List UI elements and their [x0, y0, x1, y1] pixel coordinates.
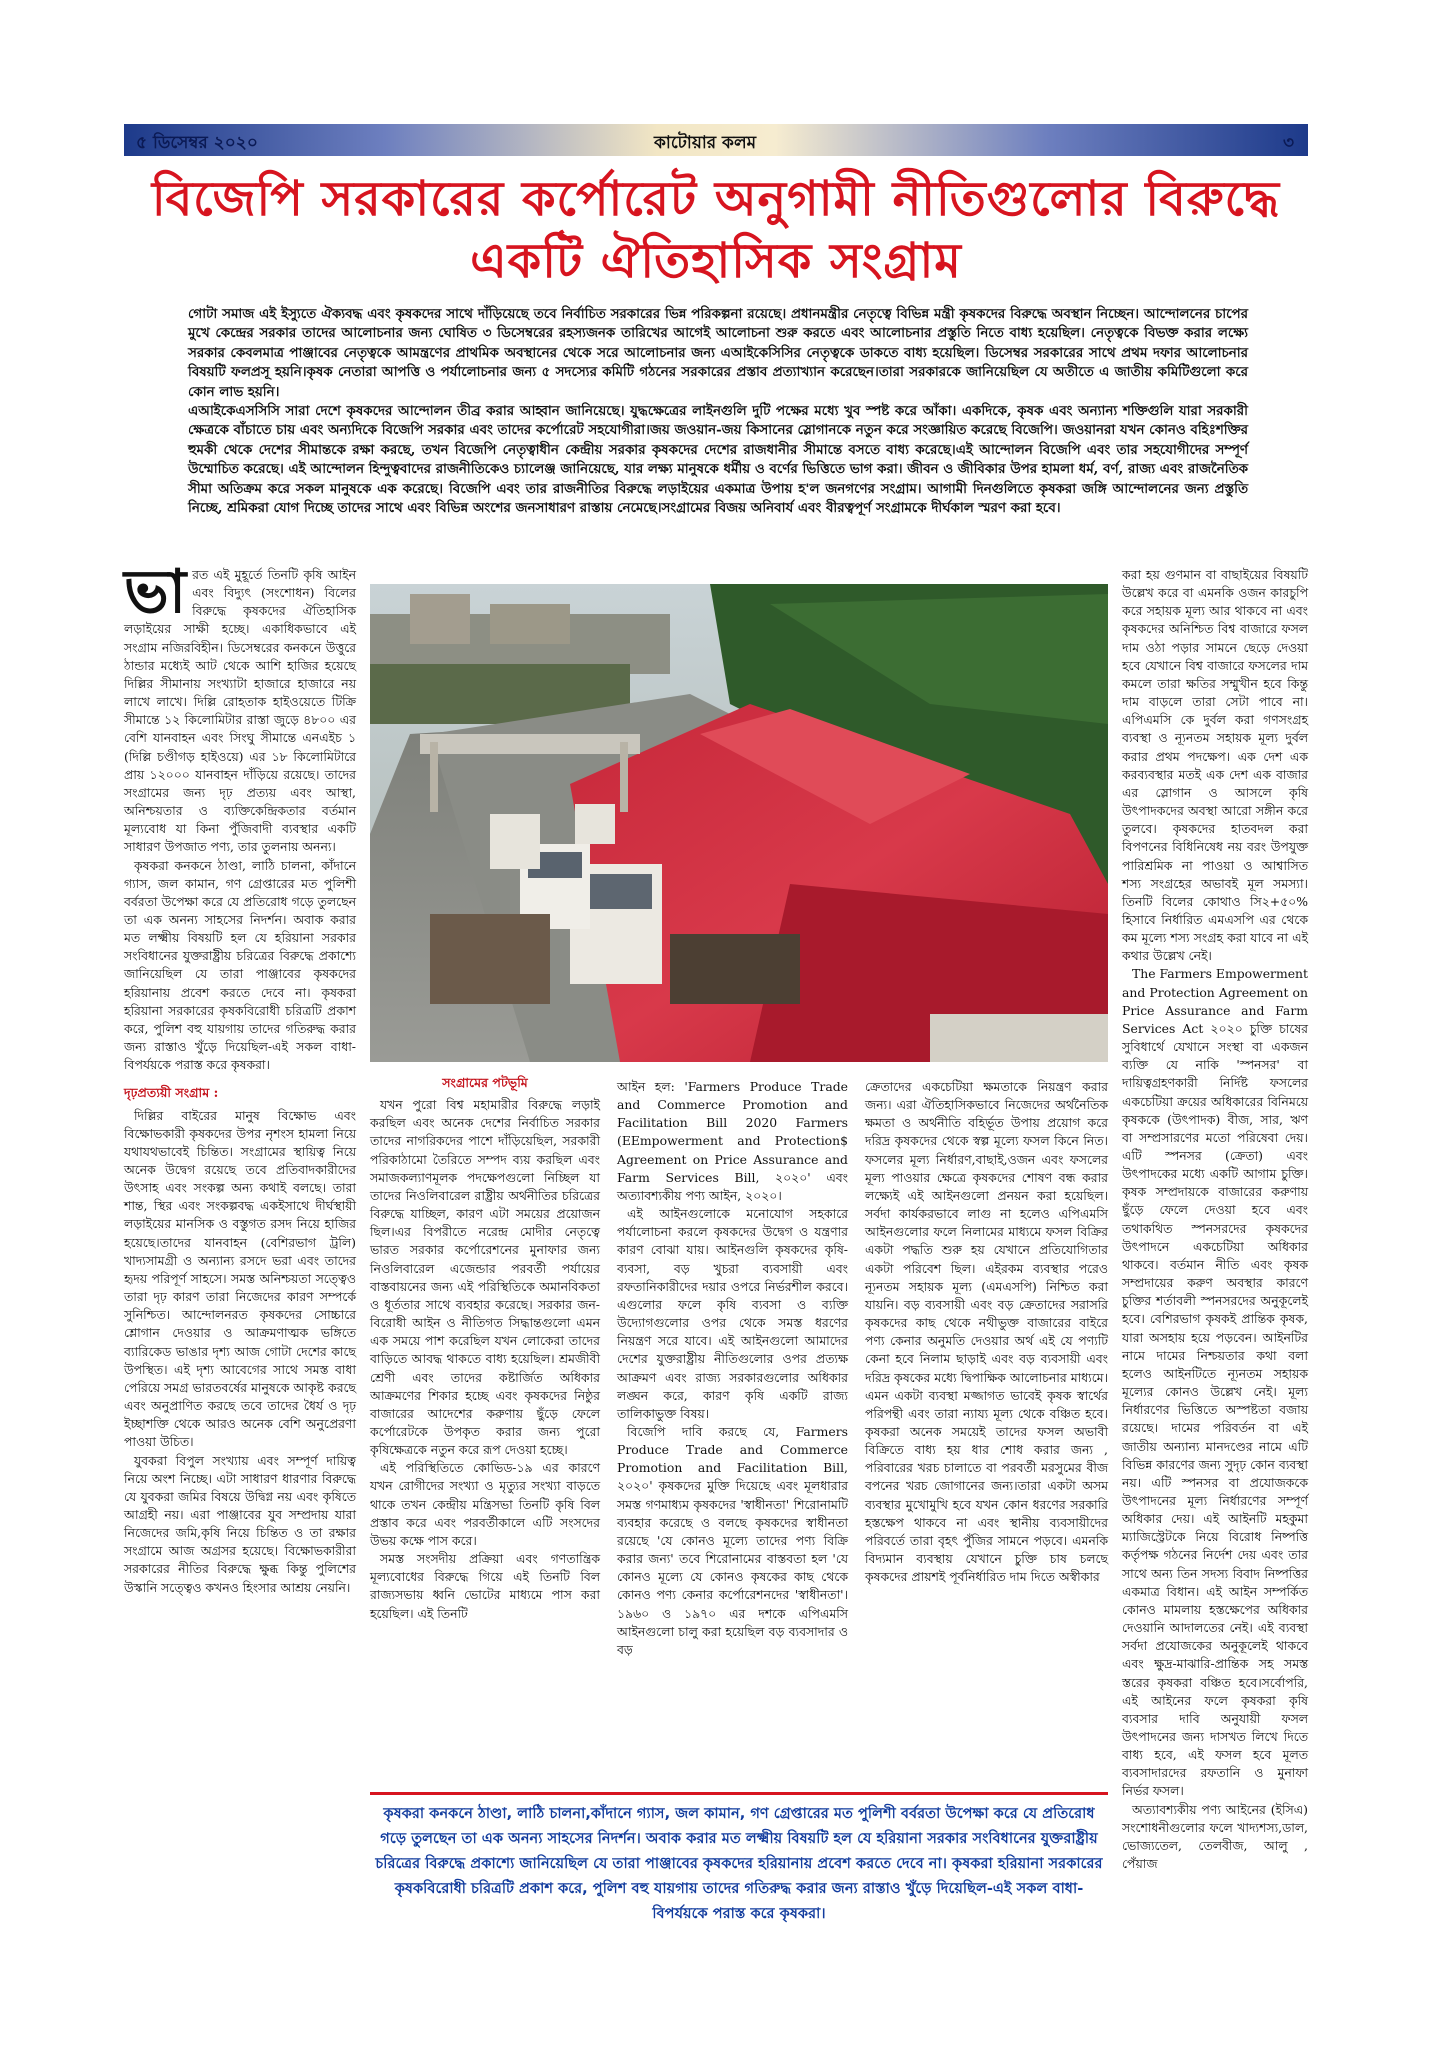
page-number: ৩	[1282, 133, 1294, 153]
protest-photo	[370, 584, 1108, 1062]
intro-paragraph: এআইকেএসসিসি সারা দেশে কৃষকদের আন্দোলন তীব্র করার আহ্বান জানিয়েছে। যুদ্ধক্ষেত্রের লাইনগুলি দুটি পক্ষের মধ্যে খুব স্পষ্ট করে আঁকা। একদিকে, কৃষক এবং অন্যান্য শক্তিগুলি যারা সরকারী ক্ষেত্রকে বাঁচাতে চায় এবং অন্যদিকে বিজেপি সরকার এবং তাদের কর্পোরেট সহযোগীরা।জয় জওয়ান-জয় কিসানের স্লোগানকে নতুন করে সংজ্ঞায়িত করেছে বিজেপি। জওয়ানরা যখন কোনও বহিঃশক্তির হুমকী থেকে দেশের সীমান্তকে রক্ষা করছে, তখন বিজেপি নেতৃত্বাধীন কেন্দ্রীয় সরকার কৃষকদের দেশের রাজধানীর সীমান্তে বসতে বাধ্য করেছে।এই আন্দোলন বিজেপি এবং তার সহযোগীদের সম্পূর্ণ উম্মোচিত করেছে। এই আন্দোলন হিন্দুত্ববাদের রাজনীতিকেও চ্যালেঞ্জ জানিয়েছে, যার লক্ষ্য মানুষকে ধর্মীয় ও বর্ণের ভিত্তিতে ভাগ করা। জীবন ও জীবিকার উপর হামলা ধর্ম, বর্ণ, রাজ্য এবং রাজনৈতিক সীমা অতিক্রম করে সকল মানুষকে এক করেছে। বিজেপি এবং তার রাজনীতির বিরুদ্ধে লড়াইয়ের একমাত্র উপায় হ'ল জনগণের সংগ্রাম। আগামী দিনগুলিতে কৃষকরা জঙ্গি আন্দোলনের জন্য প্রস্তুতি নিচ্ছে, শ্রমিকরা যোগ দিচ্ছে তাদের সাথে এবং বিভিন্ন অংশের জনসাধারণ রাস্তায় নেমেছে।সংগ্রামের বিজয় অনিবার্য এবং বীরত্বপূর্ণ সংগ্রামকে দীর্ঘকাল স্মরণ করা হবে।	[188, 403, 1248, 517]
article-paragraph: বিজেপি দাবি করছে যে, Farmers Produce Trade and Commerce Promotion and Facilitation Bill, ২০২০' কৃষকদের মুক্তি দিয়েছে এবং মূলধারার সমস্ত গণমাধ্যম কৃষকদের 'স্বাধীনতা' শিরোনামটি ব্যবহার করেছে ও বলছে কৃষকদের স্বাধীনতা রয়েছে 'যে কোনও মূল্যে তাদের পণ্য বিক্রি করার জন্য' তবে শিরোনামের বাস্তবতা হল 'যে কোনও মূল্যে যে কোনও কৃষকের কাছ থেকে কোনও পণ্য কেনার কর্পোরেশনদের 'স্বাধীনতা'। ১৯৬০ ও ১৯৭০ এর দশকে এপিএমসি আইনগুলো চালু করা হয়েছিল বড় ব্যবসাদার ও বড়	[617, 1423, 848, 1657]
article-paragraph: করা হয় গুণমান বা বাছাইয়ের বিষয়টি উল্লেখ করে বা এমনকি ওজন কারচুপি করে সহায়ক মূল্য আর থাকবে না এবং কৃষকদের অনিশ্চিত বিশ্ব বাজারে ফসল দাম ওঠা পড়ার সামনে ছেড়ে দেওয়া হবে যেখানে বিশ্ব বাজারে ফসলের দাম কমলে তারা ক্ষতির সম্মুখীন হবে কিন্তু দাম বাড়লে তারা সেটা পাবে না। এপিএমসি কে দুর্বল করা গণসংগ্রহ ব্যবস্থা ও ন্যূনতম সহায়ক মূল্য দুর্বল করার প্রথম পদক্ষেপ। এক দেশ এক করব্যবস্থার মতই এক দেশ এক বাজার এর স্লোগান ও আসলে কৃষি উৎপাদকদের অবস্থা আরো সঙ্গীন করে তুলবে। কৃষকদের হাতবদল করা বিপণনের বিধিনিষেধ নয় বরং উপযুক্ত পারিশ্রমিক না পাওয়া ও আশ্বাসিত শস্য সংগ্রহের অভাবই মূল সমস্যা। তিনটি বিলের কোথাও সি২+৫০% হিসাবে নির্ধারিত এমএসপি এর থেকে কম মূল্যে শস্য সংগ্রহ করা যাবে না এই কথার উল্লেখ নেই।	[1122, 567, 1308, 964]
pull-quote: কৃষকরা কনকনে ঠাণ্ডা, লাঠি চালনা,কাঁদানে গ্যাস, জল কামান, গণ গ্রেপ্তারের মত পুলিশী বর্বরতা উপেক্ষা করে যে প্রতিরোধ গড়ে তুলছেন তা এক অনন্য সাহসের নিদর্শন। অবাক করার মত লক্ষ্মীয় বিষয়টি হল যে হরিয়ানা সরকার সংবিধানের যুক্তরাষ্ট্রীয় চরিত্রের বিরুদ্ধে প্রকাশ্যে জানিয়েছিল যে তারা পাঞ্জাবের কৃষকদের হরিয়ানায় প্রবেশ করতে দেবে না। কৃষকরা হরিয়ানা সরকারের কৃষকবিরোধী চরিত্রটি প্রকাশ করে, পুলিশ বহু যায়গায় তাদের গতিরুদ্ধ করার জন্য রাস্তাও খুঁড়ে দিয়েছিল-এই সকল বাধা- বিপর্যয়কে পরাস্ত করে কৃষকরা।	[370, 1792, 1108, 1961]
article-paragraph: যখন পুরো বিশ্ব মহামারীর বিরুদ্ধে লড়াই করছিল এবং অনেক দেশের নির্বাচিত সরকার তাদের নাগরিকদের পাশে দাঁড়িয়েছিল, সরকারী পরিকাঠামো তৈরিতে সম্পদ ব্যয় করছিল এবং সমাজকল্যাণমূলক পদক্ষেপগুলো নিচ্ছিল যা তাদের নিওলিবারেল রাষ্ট্রীয় অর্থনীতির চরিত্রের বিরুদ্ধে যাচ্ছিল, কারণ এটা সময়ের প্রয়োজন ছিল।এর বিপরীতে নরেন্দ্র মোদীর নেতৃত্বে ভারত সরকার কর্পোরেশনের মুনাফার জন্য নিওলিবারেল এজেন্ডার পরবর্তী পর্যায়ের বাস্তবায়নের জন্য এই পরিস্থিতিকে অমানবিকতা ও ধূর্ততার সাথে ব্যবহার করেছে। সরকার জন-বিরোধী আইন ও নীতিগত সিদ্ধান্তগুলো এমন এক সময়ে পাশ করেছিল যখন লোকেরা তাদের বাড়িতে আবদ্ধ থাকতে বাধ্য হয়েছিল। শ্রমজীবী শ্রেণী এবং তাদের কষ্টার্জিত অধিকার আক্রমণের শিকার হচ্ছে এবং কৃষকদের নিষ্ঠুর বাজারের আদেশের করুণায় ছুঁড়ে ফেলে কর্পোরেটকে উপকৃত করার জন্য পুরো কৃষিক্ষেত্রকে নতুন করে রূপ দেওয়া হচ্ছে।	[370, 1097, 600, 1458]
page-header	[124, 124, 1308, 156]
article-paragraph: দিল্লির বাইরের মানুষ বিক্ষোভ এবং বিক্ষোভকারী কৃষকদের উপর নৃশংস হামলা নিয়ে যথাযথভাবেই চিন্তিত। সংগ্রামের স্থায়িত্ব নিয়ে অনেক উদ্বেগ রয়েছে তবে প্রতিবাদকারীদের উৎসাহ এবং সংকল্প অন্য কথাই বলছে। তারা শান্ত, স্থির এবং সংকল্পবদ্ধ একইসাথে দীর্ঘস্থায়ী লড়াইয়ের মানসিক ও বস্তুগত রসদ নিয়ে হাজির হয়েছে।তাদের যানবাহন (বেশিরভাগ ট্রলি) খাদ্যসামগ্রী ও অন্যান্য রসদে ভরা এবং তাদের হৃদয় পরিপূর্ণ সাহসে। সমস্ত অনিশ্চয়তা সত্ত্বেও তারা দৃঢ় কারণ তারা নিজেদের কারণ সম্পর্কে সুনিশ্চিত। আন্দোলনরত কৃষকদের সোচ্চারে শ্লোগান দেওয়ার ও আক্রমণাত্মক ভঙ্গিতে ব্যারিকেড ভাঙার দৃশ্য আজ গোটা দেশের কাছে উপস্থিত। এই দৃশ্য আবেগের সাথে সমস্ত বাধা পেরিয়ে সমগ্র ভারতবর্ষের মানুষকে আকৃষ্ট করছে এবং অনুপ্রাণিত করছে তবে তাদের ধৈর্য ও দৃঢ় ইচ্ছাশক্তি থেকে আরও অনেক বেশি অনুপ্রেরণা পাওয়া উচিত।	[124, 1107, 356, 1450]
article-paragraph: এই আইনগুলোকে মনোযোগ সহকারে পর্যালোচনা করলে কৃষকদের উদ্বেগ ও যন্ত্রণার কারণ বোঝা যায়। আইনগুলি কৃষকদের কৃষি-ব্যবসা, বড় খুচরা ব্যবসায়ী এবং রফতানিকারীদের দয়ার ওপরে নির্ভরশীল করবে। এগুলোর ফলে কৃষি ব্যবসা ও ব্যক্তি উদ্যোগগুলোর ওপর থেকে সমস্ত ধরণের নিয়ন্ত্রণ সরে যাবে। এই আইনগুলো আমাদের দেশের যুক্তরাষ্ট্রীয় নীতিগুলোর ওপর প্রত্যক্ষ আক্রমণ এবং রাজ্য সরকারগুলোর অধিকার লঙ্ঘন করে, কারণ কৃষি একটি রাজ্য তালিকাভুক্ত বিষয়।	[617, 1206, 848, 1421]
main-headline	[124, 168, 1308, 292]
article-column-4	[865, 1078, 1108, 1586]
article-column-2	[370, 1074, 600, 1623]
intro-block	[188, 305, 1248, 518]
drop-cap: ভা	[124, 557, 187, 627]
article-paragraph: ক্রেতাদের একচেটিয়া ক্ষমতাকে নিয়ন্ত্রণ করার জন্য। এরা ঐতিহাসিকভাবে নিজেদের অর্থনৈতিক ক্ষমতা ও অর্থনীতি বহির্ভূত উপায় প্রয়োগ করে দরিদ্র কৃষকদের থেকে স্বল্প মূল্যে ফসল কিনে নিত। ফসলের মূল্য নির্ধারণ,বাছাই,ওজন এবং ফসলের মূল্য পাওয়ার ক্ষেত্রে কৃষকদের শোষণ বন্ধ করার লক্ষ্যেই এই আইনগুলো প্রনয়ন করা হয়েছিল।সর্বদা কার্যকরভাবে লাগু না হলেও এপিএমসি আইনগুলোর ফলে নিলামের মাধ্যমে ফসল বিক্রির একটা পদ্ধতি শুরু হয় যেখানে প্রতিযোগিতার একটা পরিবেশ ছিল। এইরকম ব্যবস্থার পরেও ন্যূনতম সহায়ক মূল্য (এমএসপি) নিশ্চিত করা যায়নি। বড় ব্যবসায়ী এবং বড় ক্রেতাদের সরাসরি কৃষকদের কাছ থেকে নথীভুক্ত বাজারের বাইরে পণ্য কেনার অনুমতি দেওয়ার অর্থ এই যে পণ্যটি কেনা হবে নিলাম ছাড়াই এবং বড় ব্যবসায়ী এবং দরিদ্র কৃষকের মধ্যে দ্বিপাক্ষিক আলোচনার মাধ্যমে। এমন একটা ব্যবস্থা মজ্জাগত ভাবেই কৃষক স্বার্থের পরিপন্থী এবং তারা ন্যায্য মূল্য থেকে বঞ্চিত হবে। কৃষকরা অনেক সময়েই তাদের ফসল অভাবী বিক্রিতে বাধ্য হয় ধার শোধ করার জন্য , পরিবারের খরচ চালাতে বা পরবর্তী মরসুমের বীজ বপনের খরচ জোগানের জন্য।তারা একটা অসম ব্যবস্থার মুখোমুখি হবে যখন কোন ধরণের সরকারি হস্তক্ষেপ থাকবে না এবং স্থানীয় ব্যবসায়ীদের পরিবর্তে তারা বৃহৎ পুঁজির সামনে পড়বে। এমনকি বিদ্যমান ব্যবস্থায় যেখানে চুক্তি চাষ চলছে কৃষকদের প্রায়শই পূর্বনির্ধারিত দাম দিতে অস্বীকার	[865, 1079, 1108, 1585]
article-paragraph: ভারত এই মুহূর্তে তিনটি কৃষি আইন এবং বিদ্যুৎ (সংশোধন) বিলের বিরুদ্ধে কৃষকদের ঐতিহাসিক লড়াইয়ের সাক্ষী হচ্ছে। একাধিকভাবে এই সংগ্রাম নজিরবিহীন। ডিসেম্বরের কনকনে উত্তুরে ঠান্ডার মধ্যেই আট থেকে আশি হাজির হয়েছে দিল্লির সীমানায় সংখ্যাটা হাজারে হাজারে নয় লাখে লাখে। দিল্লি রোহতাক হাইওয়েতে টিক্রি সীমান্তে ১২ কিলোমিটার রাস্তা জুড়ে ৪৮০০ এর বেশি যানবাহন এবং সিংঘু সীমান্তে এনএইচ ১ (দিল্লি চণ্ডীগড় হাইওয়ে) এর ১৮ কিলোমিটারে প্রায় ১২০০০ যানবাহন দাঁড়িয়ে রয়েছে। তাদের সংগ্রামের জন্য দৃঢ় প্রত্যয় এবং আস্থা, অনিশ্চয়তার ও ব্যক্তিকেন্দ্রিকতার বর্তমান মূল্যবোধ যা কিনা পুঁজিবাদী ব্যবস্থার একটি সাধারণ উপজাত পণ্য, তার তুলনায় অনন্য।	[124, 557, 356, 855]
subheading: দৃঢ়প্রত্যয়ী সংগ্রাম :	[124, 1085, 219, 1101]
article-paragraph: The Farmers Empowerment and Protection Agreement on Price Assurance and Farm Services Act ২০২০ চুক্তি চাষের সুবিধার্থে যেখানে সংস্থা বা একজন ব্যক্তি যে নাকি 'স্পনসর' বা দায়িত্বগ্রহণকারী নির্দিষ্ট ফসলের একচেটিয়া ক্রয়ের অধিকারের বিনিময়ে কৃষককে (উৎপাদক) বীজ, সার, ঋণ বা সম্প্রসারণের মতো পরিষেবা দেয়। এটি স্পনসর (ক্রেতা) এবং উৎপাদকের মধ্যে একটি আগাম চুক্তি। কৃষক সম্প্রদায়কে বাজারের করুণায় ছুঁড়ে ফেলে দেওয়া হবে এবং তথাকথিত স্পনসরদের কৃষকদের উৎপাদনে একচেটিয়া অধিকার থাকবে। বর্তমান নীতি এবং কৃষক সম্প্রদায়ের করুণ অবস্থার কারণে চুক্তির শর্তাবলী স্পনসরদের অনুকূলেই হবে। বেশিরভাগ কৃষকই প্রান্তিক কৃষক, যারা অসহায় হয়ে পড়বেন। আইনটির নামে দামের নিশ্চয়তার কথা বলা হলেও আইনটিতে ন্যূনতম সহায়ক মূল্যের কোনও উল্লেখ নেই। মূল্য নির্ধারণের ভিত্তিতে অস্পষ্টতা বজায় রয়েছে। দামের পরিবর্তন বা এই জাতীয় অন্যান্য মানদণ্ডের নামে এটি বিভিন্ন কারণের জন্য সুদৃঢ় কোন ব্যবস্থা নয়। এটি স্পনসর বা প্রযোজককে উৎপাদনের মূল্য নির্ধারণের সম্পূর্ণ অধিকার দেয়। এই আইনটি মহকুমা ম্যাজিস্ট্রেটকে নিয়ে বিরোধ নিষ্পত্তি কর্তৃপক্ষ গঠনের নির্দেশ দেয় এবং তার সাথে অন্য তিন সদস্য বিবাদ নিষ্পত্তির একমাত্র বিধান। এই আইন সম্পর্কিত কোনও মামলায় হস্তক্ষেপের অধিকার দেওয়ানি আদালতের নেই। এই ব্যবস্থা সর্বদা প্রযোজকের অনুকূলেই থাকবে এবং ক্ষুদ্র-মাঝারি-প্রান্তিক সহ সমস্ত স্তরের কৃষকরা বঞ্চিত হবে।সর্বোপরি, এই আইনের ফলে কৃষকরা কৃষি ব্যবসার দাবি অনুযায়ী ফসল উৎপাদনের জন্য দাসখত লিখে দিতে বাধ্য হবে, এই ফসল হবে মূলত ব্যবসাদারদের রফতানি ও মুনাফা নির্ভর ফসল।	[1122, 966, 1308, 1799]
issue-date: ৫ ডিসেম্বর ২০২০	[136, 133, 258, 153]
article-column-5	[1122, 566, 1308, 1873]
article-column-1	[124, 557, 356, 1597]
intro-paragraph: গোটা সমাজ এই ইস্যুতে ঐক্যবদ্ধ এবং কৃষকদের সাথে দাঁড়িয়েছে তবে নির্বাচিত সরকারের ভিন্ন পরিকল্পনা রয়েছে। প্রধানমন্ত্রীর নেতৃত্বে বিভিন্ন মন্ত্রী কৃষকদের বিরুদ্ধে অবস্থান নিচ্ছেন। আন্দোলনের চাপের মুখে কেন্দ্রের সরকার তাদের আলোচনার জন্য ঘোষিত ৩ ডিসেম্বরের রহস্যজনক তারিখের আগেই আলোচনা শুরু করতে এবং আলোচনার প্রস্তুতি নিতে বাধ্য হয়েছিল। নেতৃত্বকে বিভক্ত করার লক্ষ্যে সরকার কেবলমাত্র পাঞ্জাবের নেতৃত্বকে আমন্ত্রণের প্রাথমিক অবস্থানের থেকে সরে আলোচনার জন্য এআইকেসিসির নেতৃত্বকে ডাকতে বাধ্য হয়েছিল। ডিসেম্বর সরকারের সাথে প্রথম দফার আলোচনার বিষয়টি ফলপ্রসূ হয়নি।কৃষক নেতারা আপত্তি ও পর্যালোচনার জন্য ৫ সদস্যের কমিটি গঠনের সরকারের প্রস্তাব প্রত্যাখ্যান করেছেন।তারা সরকারকে জানিয়েছিল যে অতীতে এ জাতীয় কমিটিগুলো করে কোন লাভ হয়নি।	[188, 306, 1248, 400]
headline-line-1: বিজেপি সরকারের কর্পোরেট অনুগামী নীতিগুলোর বিরুদ্ধে	[151, 171, 1281, 227]
article-paragraph: কৃষকরা কনকনে ঠাণ্ডা, লাঠি চালনা, কাঁদানে গ্যাস, জল কামান, গণ গ্রেপ্তারের মত পুলিশী বর্বরতা উপেক্ষা করে যে প্রতিরোধ গড়ে তুলছেন তা এক অনন্য সাহসের নিদর্শন। অবাক করার মত লক্ষ্মীয় বিষয়টি হল যে হরিয়ানা সরকার সংবিধানের যুক্তরাষ্ট্রীয় চরিত্রের বিরুদ্ধে প্রকাশ্যে জানিয়েছিল যে তারা পাঞ্জাবের কৃষকদের হরিয়ানায় প্রবেশ করতে দেবে না। কৃষকরা হরিয়ানা সরকারের কৃষকবিরোধী চরিত্রটি প্রকাশ করে, পুলিশ বহু যায়গায় তাদের গতিরুদ্ধ করার জন্য রাস্তাও খুঁড়ে দিয়েছিল-এই সকল বাধা-বিপর্যয়কে পরাস্ত করে কৃষকরা।	[124, 857, 356, 1073]
subheading: সংগ্রামের পটভূমি	[442, 1075, 528, 1090]
article-column-3	[617, 1078, 848, 1659]
article-paragraph: যুবকরা বিপুল সংখ্যায় এবং সম্পূর্ণ দায়িত্ব নিয়ে অংশ নিচ্ছে। এটা সাধারণ ধারণার বিরুদ্ধে যে যুবকরা জমির বিষয়ে উদ্বিগ্ন নয় এবং কৃষিতে আগ্রহী নয়। এরা পাঞ্জাবের যুব সম্প্রদায় যারা নিজেদের জমি,কৃষি নিয়ে চিন্তিত ও তা রক্ষার সংগ্রামে আজ অগ্রসর হয়েছে। বিক্ষোভকারীরা সরকারের নীতির বিরুদ্ধে ক্ষুব্ধ কিন্তু পুলিশের উস্কানি সত্ত্বেও কখনও হিংসার আশ্রয় নেয়নি।	[124, 1452, 356, 1595]
newspaper-name: কাটোয়ার কলম	[654, 133, 757, 153]
article-paragraph: অত্যাবশ্যকীয় পণ্য আইনের (ইসিএ) সংশোধনীগুলোর ফলে খাদ্যশস্য,ডাল, ভোজ্যতেল, তেলবীজ, আলু , পেঁয়াজ	[1122, 1801, 1308, 1872]
article-paragraph: এই পরিস্থিতিতে কোভিড-১৯ এর কারণে যখন রোগীদের সংখ্যা ও মৃত্যুর সংখ্যা বাড়তে থাকে তখন কেন্দ্রীয় মন্ত্রিসভা তিনটি কৃষি বিল প্রস্তাব করে এবং পরবর্তীকালে এটি সংসদের উভয় কক্ষে পাস করে।	[370, 1460, 600, 1548]
article-paragraph: সমস্ত সংসদীয় প্রক্রিয়া এবং গণতান্ত্রিক মূল্যবোধের বিরুদ্ধে গিয়ে এই তিনটি বিল রাজ্যসভায় ধ্বনি ভোটের মাধ্যমে পাস করা হয়েছিল। এই তিনটি	[370, 1551, 600, 1621]
article-paragraph: আইন হল: 'Farmers Produce Trade and Commerce Promotion and Facilitation Bill 2020 Farmers (EEmpowerment and Protection$ Agreement on Price Assurance and Farm Services Bill, ২০২০' এবং অত্যাবশ্যকীয় পণ্য আইন, ২০২০।	[617, 1079, 848, 1203]
headline-line-2: একটি ঐতিহাসিক সংগ্রাম	[470, 233, 962, 289]
